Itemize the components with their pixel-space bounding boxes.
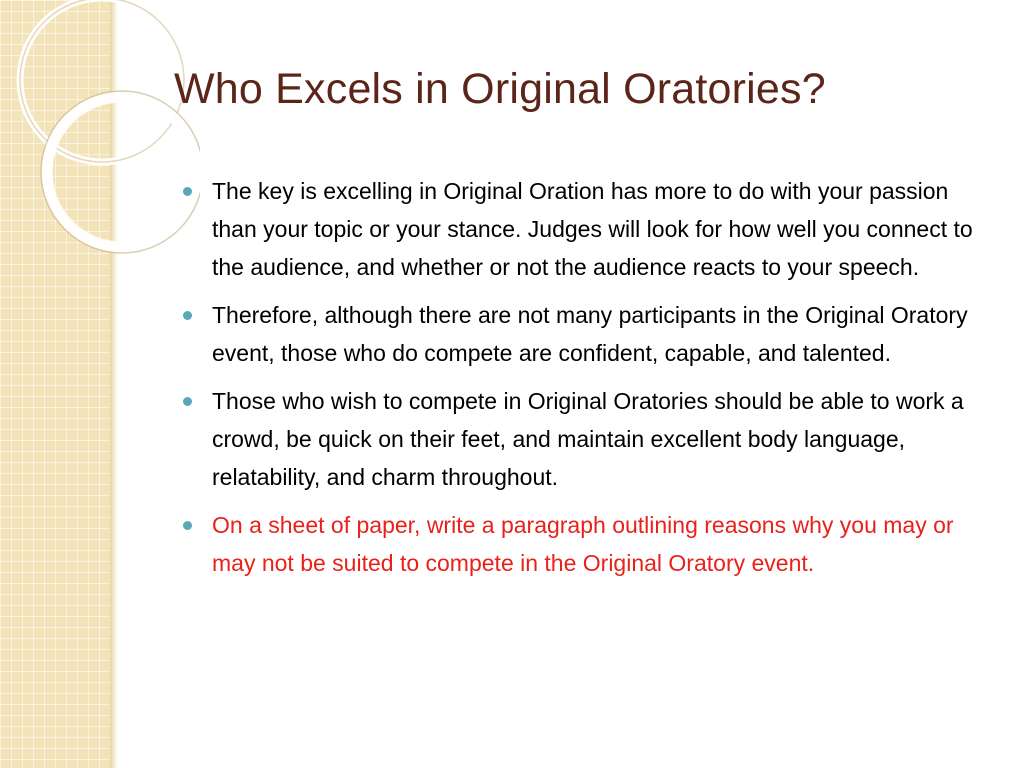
bullet-dot-icon [183,521,192,530]
bullet-item [183,172,995,286]
bullet-dot-icon [183,311,192,320]
bullet-dot-icon [183,187,192,196]
slide-title: Who Excels in Original Oratories? [174,65,826,113]
bullet-list [183,172,995,592]
panel-edge-shadow [110,0,118,768]
bullet-item [183,296,995,372]
bullet-item-assignment [183,506,995,582]
bullet-dot-icon [183,397,192,406]
bullet-text: Those who wish to compete in Original Oratories should be able to work a crowd, be quick on their feet, and maintain excellent body language, relatability, and charm throughout. [212,388,964,490]
bullet-item [183,382,995,496]
bullet-text: Therefore, although there are not many participants in the Original Oratory event, those who do compete are confident, capable, and talented. [212,302,968,366]
bullet-text: The key is excelling in Original Oration has more to do with your passion than your topic or your stance. Judges will look for how well you connect to the audience, and whether or not the audience reacts to your speech. [212,178,973,280]
decorative-grid-panel [0,0,110,768]
bullet-text: On a sheet of paper, write a paragraph outlining reasons why you may or may not be suited to compete in the Original Oratory event. [212,512,954,576]
